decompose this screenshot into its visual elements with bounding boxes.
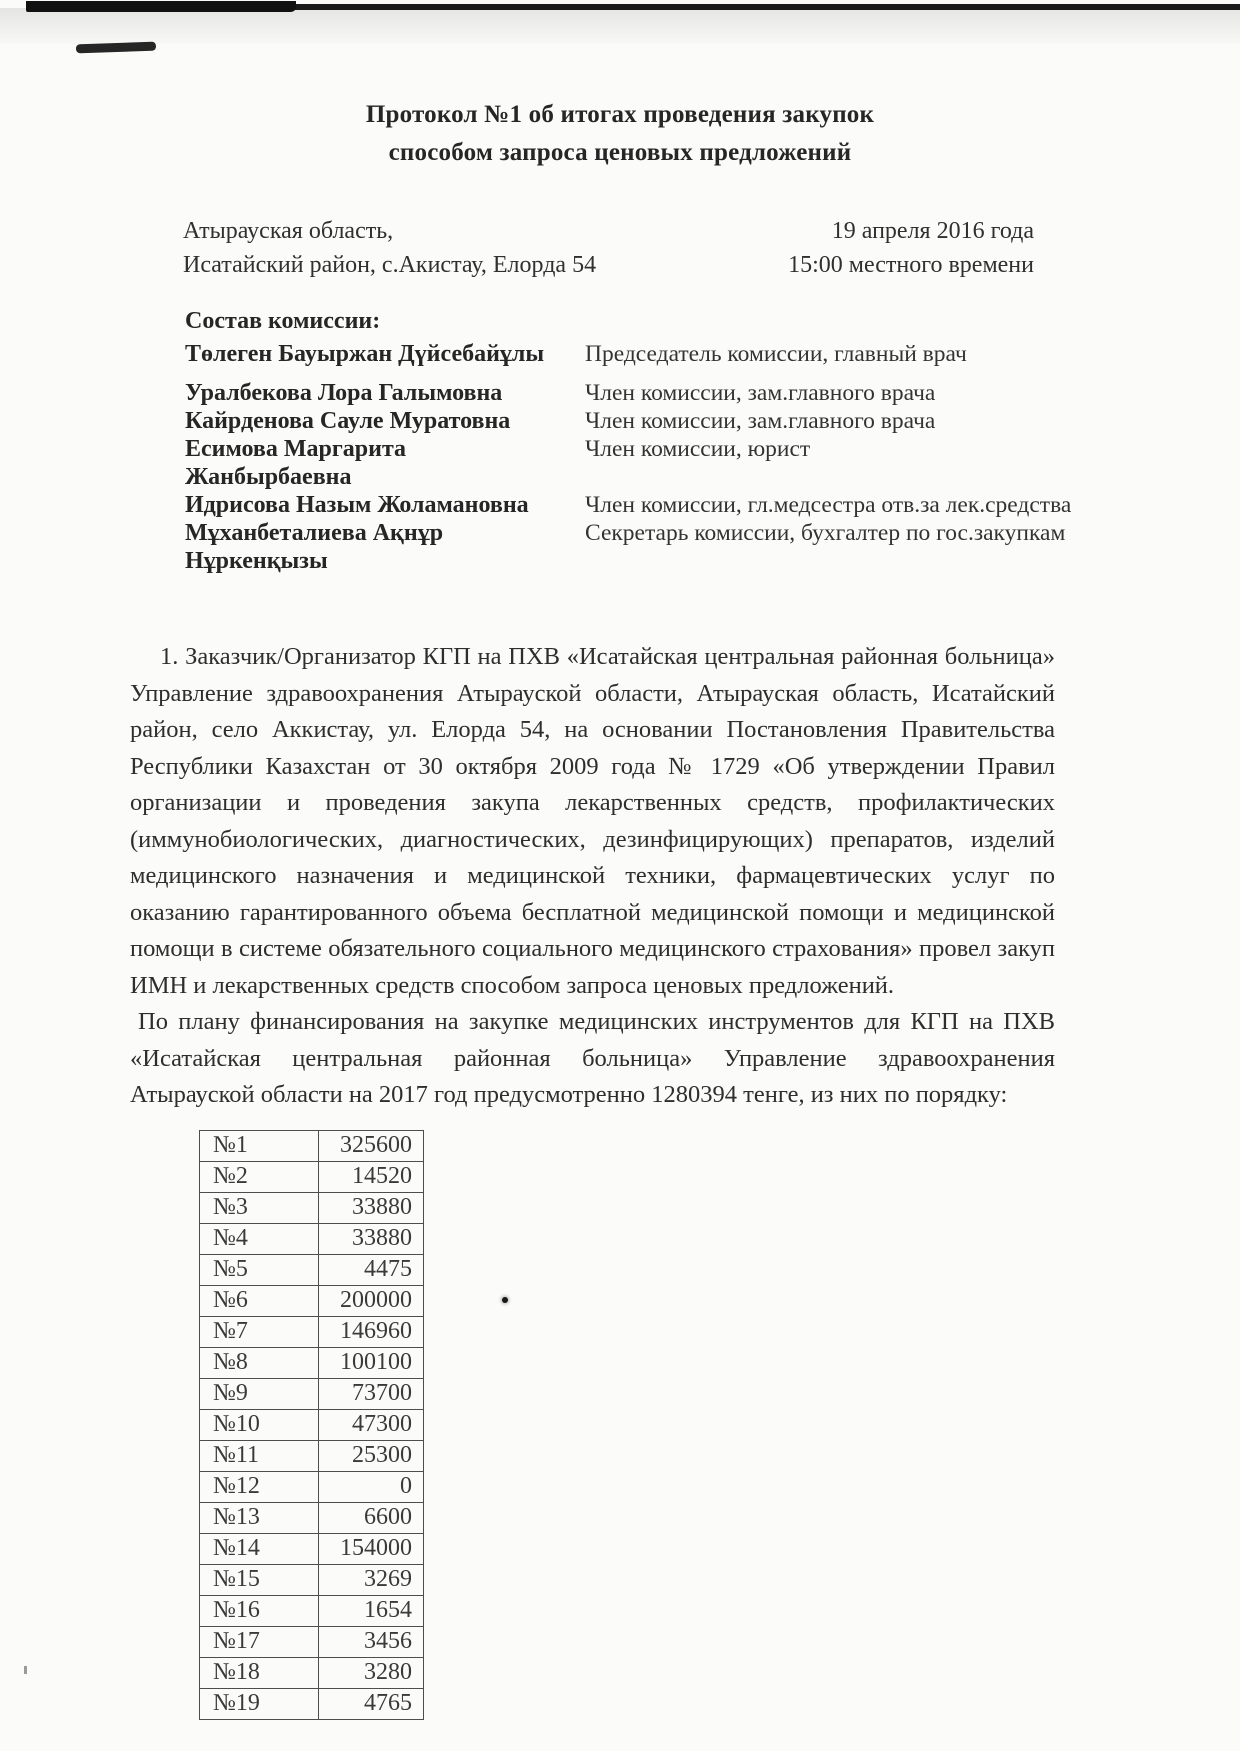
amount-cell: 0	[319, 1471, 424, 1502]
lot-number-cell: №12	[200, 1471, 319, 1502]
amount-cell: 14520	[319, 1161, 424, 1192]
amount-cell: 3456	[319, 1626, 424, 1657]
table-row	[200, 1378, 424, 1409]
table-row	[200, 1223, 424, 1254]
amount-cell: 146960	[319, 1316, 424, 1347]
table-row	[200, 1471, 424, 1502]
location-line2: Исатайский район, с.Акистау, Елорда 54	[183, 252, 597, 278]
member-name: Уралбекова Лора Галымовна	[185, 380, 503, 406]
date-line: 19 апреля 2016 года	[831, 218, 1034, 244]
member-role: Член комиссии, гл.медсестра отв.за лек.средства	[585, 492, 1072, 518]
table-row	[200, 1347, 424, 1378]
table-row	[200, 1409, 424, 1440]
time-line: 15:00 местного времени	[788, 252, 1034, 278]
table-row	[200, 1316, 424, 1347]
lot-number-cell: №16	[200, 1595, 319, 1626]
document-title-line2: способом запроса ценовых предложений	[388, 139, 852, 166]
commission-member-row	[185, 435, 1140, 491]
commission-member-row	[185, 379, 1140, 407]
lot-number-cell: №10	[200, 1409, 319, 1440]
document-title-line1: Протокол №1 об итогах проведения закупок	[365, 101, 875, 128]
lot-number-cell: №7	[200, 1316, 319, 1347]
amount-cell: 33880	[319, 1192, 424, 1223]
member-name: Төлеген Бауыржан Дүйсебайұлы	[185, 341, 545, 367]
member-role: Член комиссии, юрист	[585, 436, 811, 462]
lot-number-cell: №5	[200, 1254, 319, 1285]
location-line1: Атырауская область,	[183, 218, 394, 244]
commission-member-row	[185, 340, 1140, 368]
ink-speck-artifact	[24, 1666, 27, 1674]
amount-cell: 3269	[319, 1564, 424, 1595]
commission-member-row	[185, 519, 1140, 575]
member-role: Член комиссии, зам.главного врача	[585, 408, 936, 434]
lot-number-cell: №19	[200, 1688, 319, 1719]
paragraph-customer-organizer: 1. Заказчик/Организатор КГП на ПХВ «Исатайская центральная районная больница» Управление здравоохранения Атырауской области, Атырауская область, Исатайский район, село Аккистау, ул. Елорда 54, на основании Постановления Правительства Республики Казахстан от 30 октября 2009 года № 1729 «Об утверждении Правил организации и проведения закупа лекарственных средств, профилактических (иммунобиологических, диагностических, дезинфицирующих) препаратов, изделий медицинского назначения и медицинской техники, фармацевтических услуг по оказанию гарантированного объема бесплатной медицинской помощи и медицинской помощи в системе обязательного социального медицинского страхования» провел закуп ИМН и лекарственных средств способом запроса ценовых предложений.	[130, 643, 1055, 999]
lot-number-cell: №13	[200, 1502, 319, 1533]
member-name: Мұханбеталиева Ақнұр Нұркенқызы	[185, 520, 444, 574]
meta-block	[183, 214, 1034, 282]
member-role: Член комиссии, зам.главного врача	[585, 380, 936, 406]
lot-number-cell: №11	[200, 1440, 319, 1471]
amount-cell: 154000	[319, 1533, 424, 1564]
scan-line-left-artifact	[26, 1, 296, 12]
member-name: Идрисова Назым Жоламановна	[185, 492, 529, 518]
amount-cell: 1654	[319, 1595, 424, 1626]
lot-number-cell: №1	[200, 1130, 319, 1161]
amount-cell: 47300	[319, 1409, 424, 1440]
commission-member-row	[185, 491, 1140, 519]
member-name: Есимова Маргарита Жанбырбаевна	[185, 436, 407, 490]
lot-number-cell: №18	[200, 1657, 319, 1688]
table-row	[200, 1564, 424, 1595]
amount-cell: 4475	[319, 1254, 424, 1285]
financing-table	[199, 1130, 424, 1720]
table-row	[200, 1130, 424, 1161]
lot-number-cell: №14	[200, 1533, 319, 1564]
commission-member-row	[185, 407, 1140, 435]
amount-cell: 100100	[319, 1347, 424, 1378]
amount-cell: 200000	[319, 1285, 424, 1316]
lot-number-cell: №15	[200, 1564, 319, 1595]
amount-cell: 33880	[319, 1223, 424, 1254]
table-row	[200, 1254, 424, 1285]
table-row	[200, 1533, 424, 1564]
amount-cell: 6600	[319, 1502, 424, 1533]
amount-cell: 325600	[319, 1130, 424, 1161]
body-text	[130, 639, 1055, 1114]
table-row	[200, 1657, 424, 1688]
lot-number-cell: №8	[200, 1347, 319, 1378]
lot-number-cell: №3	[200, 1192, 319, 1223]
commission-heading: Состав комиссии:	[185, 308, 381, 334]
commission-section	[185, 306, 1140, 575]
table-row	[200, 1192, 424, 1223]
member-role: Председатель комиссии, главный врач	[585, 341, 967, 367]
lot-number-cell: №4	[200, 1223, 319, 1254]
lot-number-cell: №2	[200, 1161, 319, 1192]
member-role: Секретарь комиссии, бухгалтер по гос.закупкам	[585, 520, 1066, 546]
amount-cell: 4765	[319, 1688, 424, 1719]
table-row	[200, 1595, 424, 1626]
table-row	[200, 1502, 424, 1533]
location-block	[183, 214, 596, 282]
table-row	[200, 1626, 424, 1657]
table-row	[200, 1440, 424, 1471]
lot-number-cell: №6	[200, 1285, 319, 1316]
table-row	[200, 1285, 424, 1316]
table-row	[200, 1688, 424, 1719]
datetime-block	[788, 214, 1034, 282]
lot-number-cell: №9	[200, 1378, 319, 1409]
scan-shadow-artifact	[0, 8, 1240, 44]
member-name: Кайрденова Сауле Муратовна	[185, 408, 511, 434]
table-row	[200, 1161, 424, 1192]
paragraph-financing-plan: По плану финансирования на закупке медицинских инструментов для КГП на ПХВ «Исатайская центральная районная больница» Управление здравоохранения Атырауской области на 2017 год предусмотренно 1280394 тенге, из них по порядку:	[130, 1008, 1055, 1108]
amount-cell: 73700	[319, 1378, 424, 1409]
ink-dot-artifact	[502, 1297, 508, 1303]
amount-cell: 25300	[319, 1440, 424, 1471]
amount-cell: 3280	[319, 1657, 424, 1688]
lot-number-cell: №17	[200, 1626, 319, 1657]
